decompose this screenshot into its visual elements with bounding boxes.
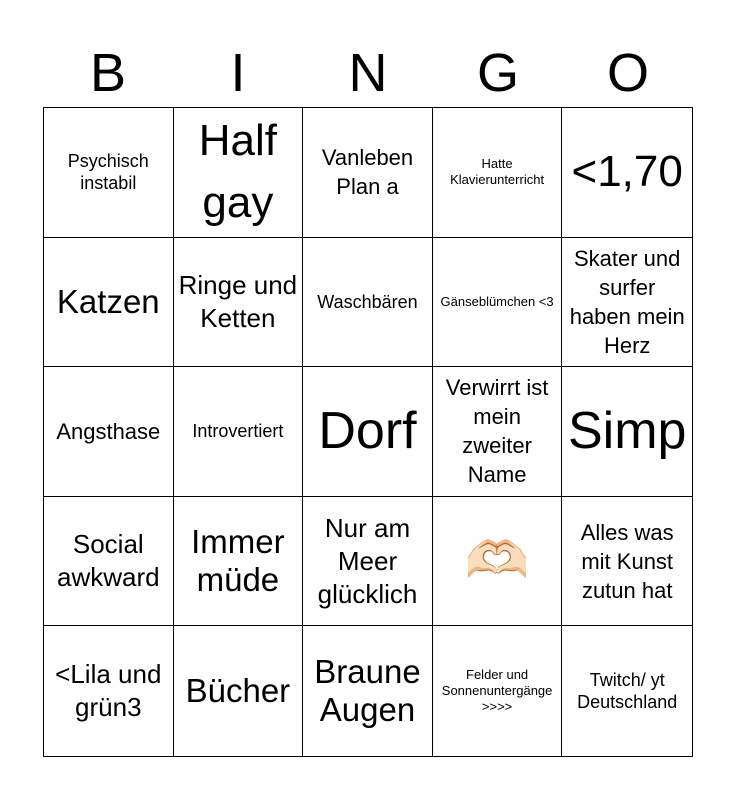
bingo-cell-text: Ringe und Ketten bbox=[178, 269, 298, 333]
header-letter-i: I bbox=[230, 43, 246, 103]
bingo-cell[interactable] bbox=[433, 108, 563, 238]
bingo-cell-text: Angsthase bbox=[56, 418, 161, 444]
bingo-cell[interactable] bbox=[174, 497, 304, 627]
bingo-cell-text: Twitch/ yt Deutschland bbox=[577, 670, 678, 713]
bingo-cell[interactable] bbox=[44, 108, 174, 238]
bingo-cell-text: Gänseblümchen <3 bbox=[440, 293, 554, 309]
bingo-cell[interactable] bbox=[303, 626, 433, 756]
bingo-cell[interactable] bbox=[174, 238, 304, 368]
bingo-cell-text: Alles was mit Kunst zutun hat bbox=[580, 519, 674, 603]
bingo-cell[interactable] bbox=[303, 108, 433, 238]
bingo-cell-text: Hatte Klavierunterricht bbox=[450, 156, 545, 188]
bingo-cell[interactable] bbox=[44, 497, 174, 627]
bingo-cell[interactable] bbox=[303, 367, 433, 497]
bingo-cell[interactable] bbox=[562, 367, 692, 497]
bingo-cell-text: Immer müde bbox=[191, 523, 285, 599]
heart-hands-icon: 🫶🏻 bbox=[464, 532, 530, 591]
header-letter-g: G bbox=[476, 43, 519, 103]
bingo-board bbox=[43, 107, 693, 757]
bingo-cell[interactable] bbox=[44, 367, 174, 497]
header-letter-b: B bbox=[89, 43, 127, 103]
bingo-cell-text: Vanleben Plan a bbox=[321, 145, 414, 200]
bingo-cell-text: Social awkward bbox=[57, 529, 160, 593]
bingo-cell[interactable] bbox=[303, 238, 433, 368]
bingo-cell-text: Bücher bbox=[185, 672, 291, 710]
bingo-cell-text: Verwirrt ist mein zweiter Name bbox=[445, 375, 549, 488]
bingo-cell-text: Psychisch instabil bbox=[67, 151, 149, 194]
bingo-cell[interactable] bbox=[562, 626, 692, 756]
bingo-cell-heart-hands[interactable] bbox=[433, 497, 563, 627]
bingo-cell-text: <1,70 bbox=[571, 147, 683, 197]
header-letter-o: O bbox=[606, 43, 649, 103]
header-letter-n: N bbox=[348, 43, 388, 103]
bingo-cell[interactable] bbox=[562, 108, 692, 238]
bingo-cell-text: Half gay bbox=[198, 116, 278, 228]
bingo-cell[interactable] bbox=[174, 108, 304, 238]
bingo-cell-text: Nur am Meer glücklich bbox=[317, 512, 418, 609]
bingo-cell-text: <Lila und grün3 bbox=[55, 659, 162, 723]
bingo-cell-text: Skater und surfer haben mein Herz bbox=[569, 245, 685, 358]
bingo-cell[interactable] bbox=[44, 626, 174, 756]
bingo-cell[interactable] bbox=[562, 497, 692, 627]
bingo-cell[interactable] bbox=[303, 497, 433, 627]
bingo-cell-text: Simp bbox=[567, 402, 687, 461]
bingo-header bbox=[43, 40, 693, 106]
bingo-cell-text: Dorf bbox=[318, 402, 417, 461]
bingo-cell[interactable] bbox=[562, 238, 692, 368]
bingo-cell[interactable] bbox=[433, 626, 563, 756]
bingo-cell-text: Katzen bbox=[56, 282, 160, 320]
bingo-cell-text: Braune Augen bbox=[314, 653, 421, 729]
bingo-cell[interactable] bbox=[174, 626, 304, 756]
bingo-cell[interactable] bbox=[433, 238, 563, 368]
bingo-cell[interactable] bbox=[433, 367, 563, 497]
bingo-cell-text: Introvertiert bbox=[192, 421, 284, 442]
bingo-cell[interactable] bbox=[44, 238, 174, 368]
bingo-cell-text: Waschbären bbox=[317, 291, 418, 312]
bingo-cell[interactable] bbox=[174, 367, 304, 497]
bingo-cell-text: Felder und Sonnenuntergänge >>>> bbox=[441, 667, 553, 715]
